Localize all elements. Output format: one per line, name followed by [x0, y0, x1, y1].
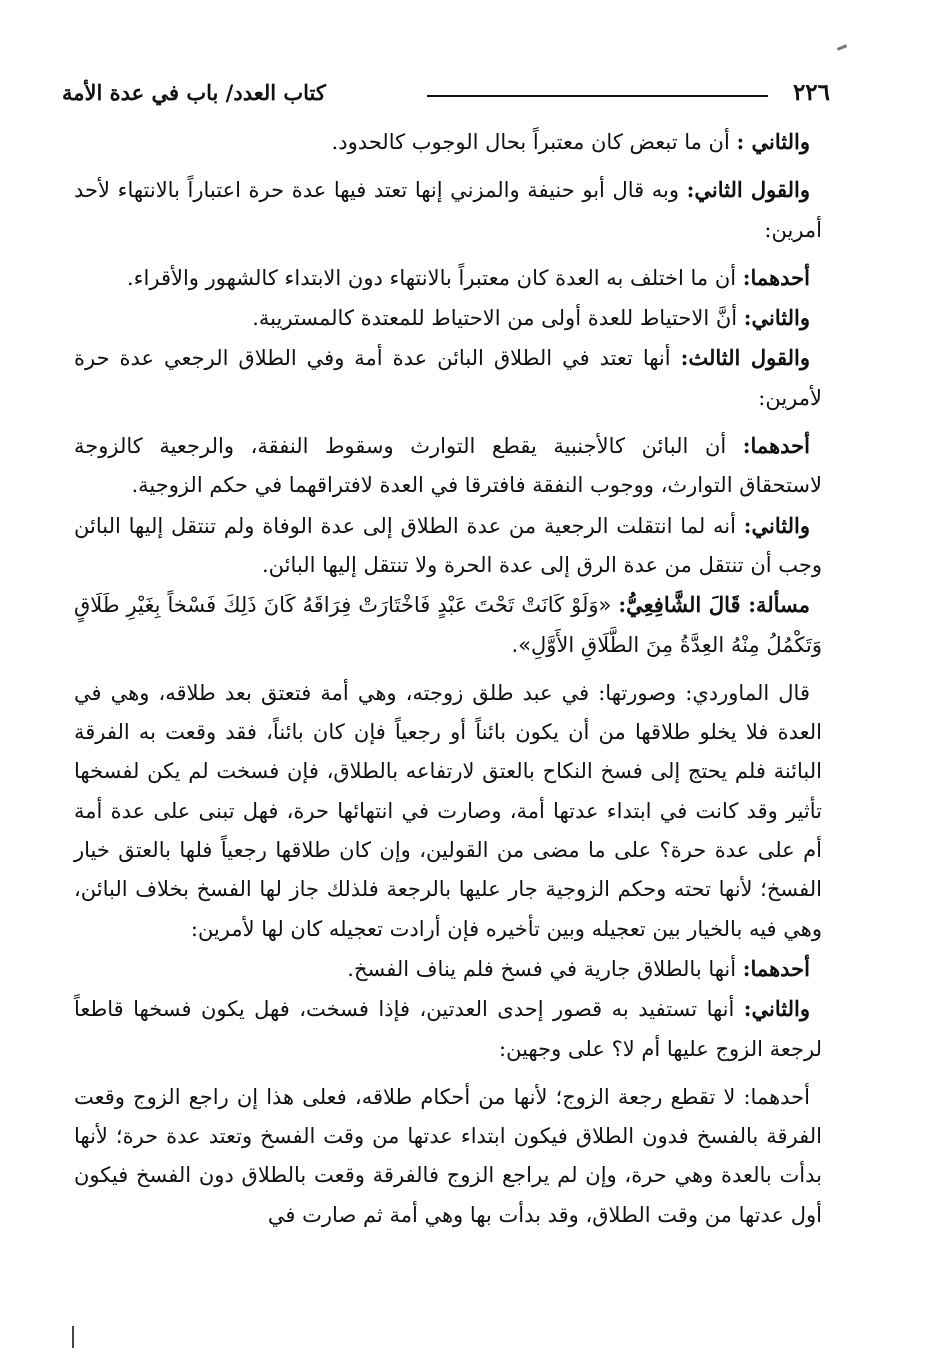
paragraph-term: مسألة: قَالَ الشَّافِعِيُّ:	[618, 592, 810, 618]
paragraph-term: أحدهما:	[742, 955, 810, 981]
paragraph-text: أنَّ الاحتياط للعدة أولى من الاحتياط للمعتدة كالمستريبة.	[252, 306, 744, 331]
paragraph-term: أحدهما:	[742, 433, 810, 459]
paragraph	[74, 338, 822, 418]
scan-speck	[837, 44, 847, 51]
paragraph-text: وبه قال أبو حنيفة والمزني إنها تعتد فيها عدة حرة اعتباراً بالانتهاء لأحد أمرين:	[74, 178, 822, 242]
header-rule	[427, 95, 768, 97]
running-title: كتاب العدد/ باب في عدة الأمة	[62, 80, 326, 105]
paragraph-term: أحدهما:	[742, 264, 810, 290]
paragraph	[74, 949, 822, 989]
paragraph	[74, 1077, 822, 1235]
paragraph-text: أنها تستفيد به قصور إحدى العدتين، فإذا فسخت، فهل يكون فسخها قاطعاً لرجعة الزوج عليها أم لا؟ على وجهين:	[74, 997, 822, 1061]
paragraph-text: أحدهما: لا تقطع رجعة الزوج؛ لأنها من أحكام طلاقه، فعلى هذا إن راجع الزوج وقعت الفرقة بالفسخ فدون الطلاق فيكون ابتداء عدتها من وقت الفسخ وتعتد عدة حرة؛ لأنها بدأت بالعدة وهي حرة، وإن لم يراجع الزوج فالفرقة وقعت بالطلاق دون الفسخ فيكون أول عدتها من وقت الطلاق، وقد بدأت بها وهي أمة ثم صارت في	[74, 1084, 822, 1227]
page-header	[62, 78, 830, 108]
paragraph-term: والثاني :	[736, 129, 810, 154]
paragraph-text: «وَلَوْ كَانَتْ تَحْتَ عَبْدٍ فَاخْتَارَتْ فِرَاقَهُ كَانَ ذَلِكَ فَسْخاً بِغَيْرِ طَلَاقٍ وَتَكْمُلُ مِنْهُ العِدَّةُ مِنَ الطَّلَاقِ الأَوَّلِ».	[74, 593, 822, 657]
paragraph-text: أن ما تبعض كان معتبراً بحال الوجوب كالحدود.	[331, 130, 737, 154]
paragraph-text: أن ما اختلف به العدة كان معتبراً بالانتهاء دون الابتداء كالشهور والأقراء.	[126, 265, 743, 290]
paragraph-term: والقول الثالث:	[680, 345, 811, 371]
paragraph-term: والثاني:	[743, 512, 810, 538]
scan-mark	[72, 1326, 74, 1348]
paragraph	[74, 122, 822, 162]
paragraph-text: أنها تعتد في الطلاق البائن عدة أمة وفي الطلاق الرجعي عدة حرة لأمرين:	[74, 346, 822, 410]
paragraph-text: أنه لما انتقلت الرجعية من عدة الطلاق إلى عدة الوفاة ولم تنتقل إليها البائن وجب أن تنتقل من عدة الرق إلى عدة الحرة ولا تنتقل إليها البائن.	[74, 513, 822, 577]
paragraph-term: والثاني:	[743, 305, 810, 331]
paragraph	[74, 426, 822, 506]
paragraph-term: والثاني:	[743, 996, 810, 1022]
paragraph	[74, 989, 822, 1069]
paragraph-term: والقول الثاني:	[686, 177, 811, 203]
paragraph-text: أنها بالطلاق جارية في فسخ فلم يناف الفسخ.	[347, 956, 743, 981]
paragraph-text: قال الماوردي: وصورتها: في عبد طلق زوجته، وهي أمة فتعتق بعد طلاقه، وهي في العدة فلا يخلو طلاقها من أن يكون بائناً أو رجعياً فإن كان بائناً، فقد وقعت به الفرقة البائنة فلم يحتج إلى فسخ النكاح بالعتق لارتفاعه بالطلاق، فإن فسخت لم يكن لفسخها تأثير وقد كانت في ابتداء عدتها أمة، وصارت في انتهائها حرة، فهل تبنى على عدة أمة أم على عدة حرة؟ على ما مضى من القولين، وإن كان طلاقها رجعياً فلها بالعتق خيار الفسخ؛ لأنها تحته وحكم الزوجية جار عليها بالرجعة فلذلك جاز لها الفسخ بخلاف البائن، وهي فيه بالخيار بين تعجيله وبين تأخيره فإن أرادت تعجيله كان لها لأمرين:	[74, 680, 822, 941]
page-body	[74, 122, 822, 1235]
paragraph	[74, 585, 822, 665]
paragraph	[74, 170, 822, 250]
paragraph	[74, 258, 822, 298]
paragraph	[74, 506, 822, 586]
page-number: ٢٢٦	[792, 79, 830, 106]
paragraph-text: أن البائن كالأجنبية يقطع التوارث وسقوط النفقة، والرجعية كالزوجة لاستحقاق التوارث، ووجوب النفقة فافترقا في العدة لافتراقهما في حكم الزوجية.	[74, 434, 822, 498]
paragraph	[74, 673, 822, 949]
paragraph	[74, 298, 822, 338]
